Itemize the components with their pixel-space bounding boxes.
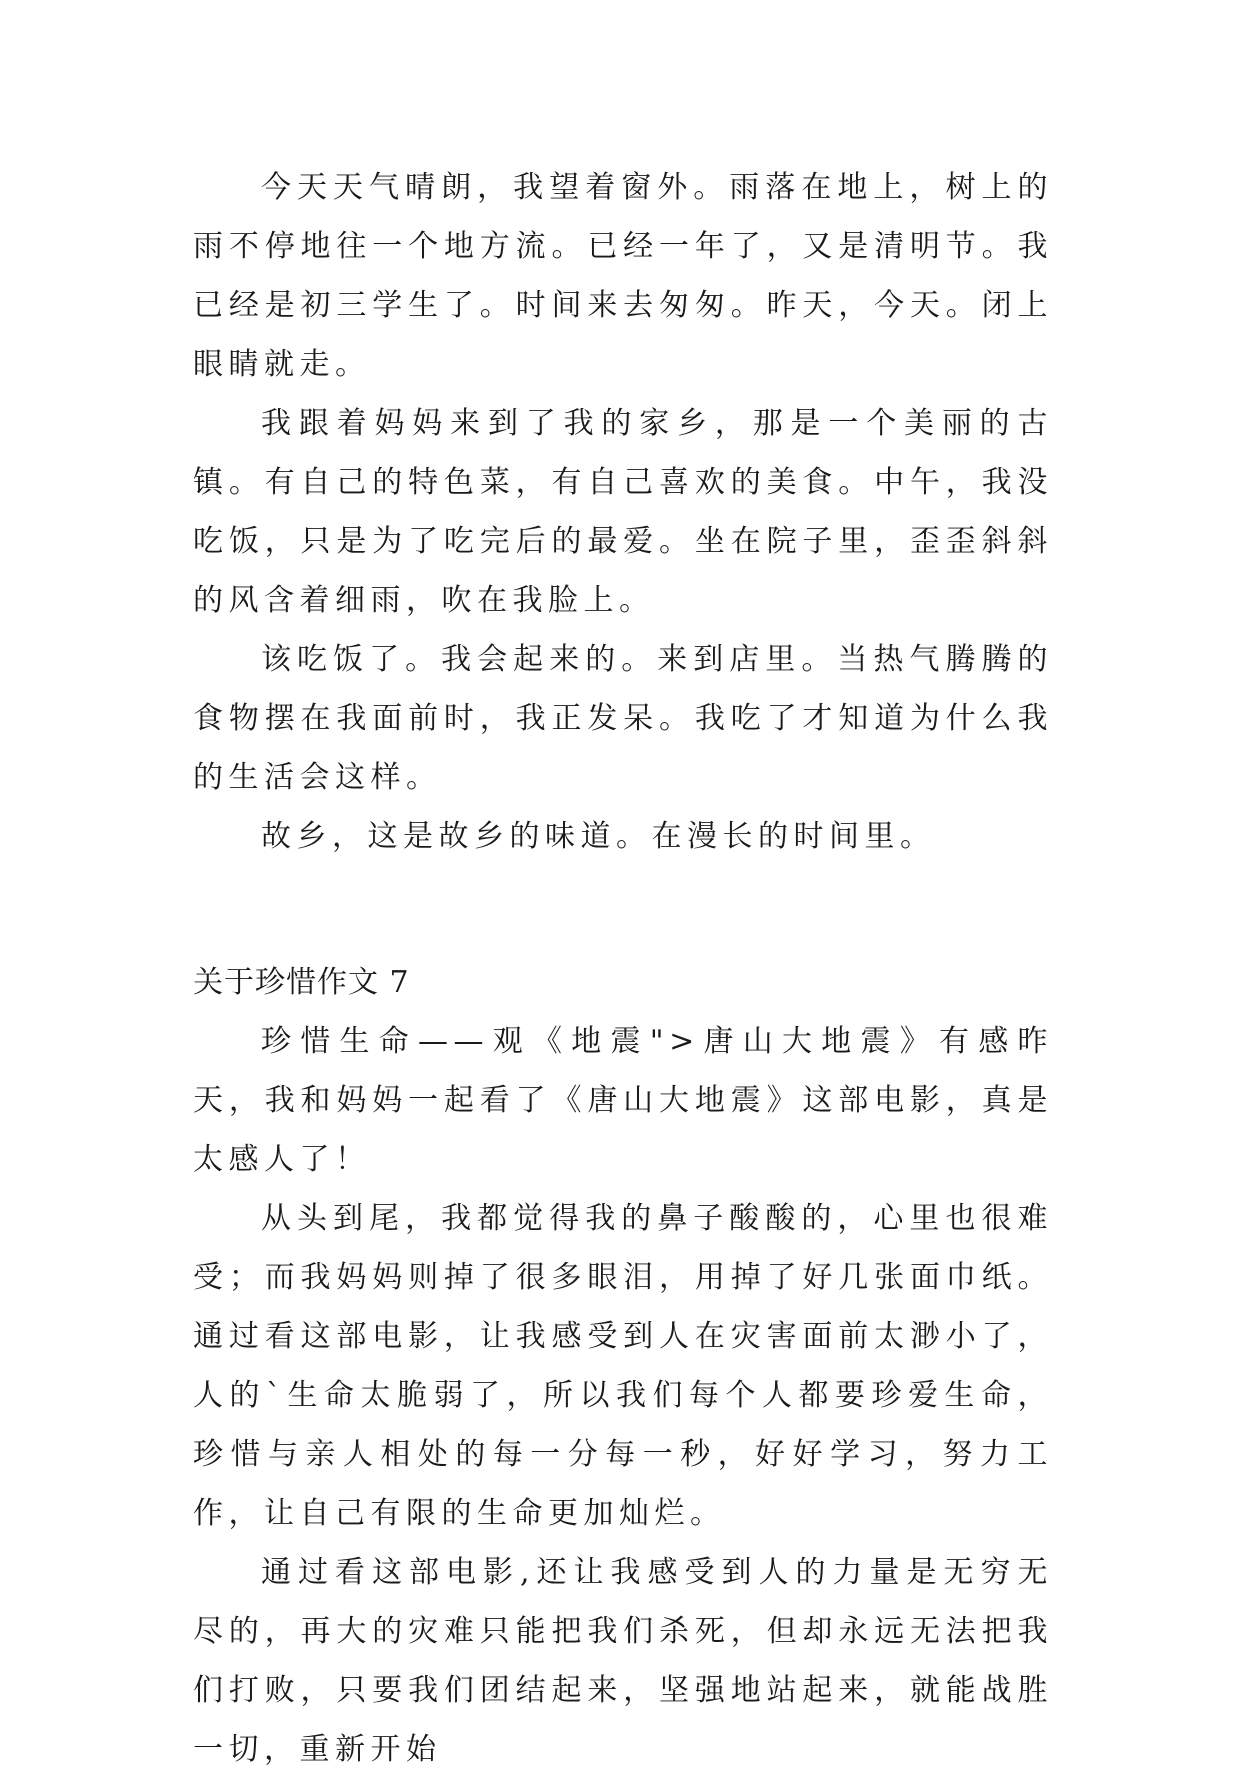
document-page — [193, 158, 1053, 1779]
paragraph: 从头到尾，我都觉得我的鼻子酸酸的，心里也很难受；而我妈妈则掉了很多眼泪，用掉了好几张面巾纸。通过看这部电影，让我感受到人在灾害面前太渺小了，人的`生命太脆弱了，所以我们每个人都要珍爱生命，珍惜与亲人相处的每一分每一秒，好好学习，努力工作，让自己有限的生命更加灿烂。 — [193, 1201, 1053, 1531]
paragraph: 今天天气晴朗，我望着窗外。雨落在地上，树上的雨不停地往一个地方流。已经一年了，又是清明节。我已经是初三学生了。时间来去匆匆。昨天，今天。闭上眼睛就走。 — [193, 170, 1053, 382]
paragraph: 该吃饭了。我会起来的。来到店里。当热气腾腾的食物摆在我面前时，我正发呆。我吃了才知道为什么我的生活会这样。 — [193, 642, 1053, 795]
paragraph: 我跟着妈妈来到了我的家乡，那是一个美丽的古镇。有自己的特色菜，有自己喜欢的美食。中午，我没吃饭，只是为了吃完后的最爱。坐在院子里，歪歪斜斜的风含着细雨，吹在我脸上。 — [193, 406, 1053, 618]
paragraph: 故乡，这是故乡的味道。在漫长的时间里。 — [261, 819, 936, 854]
paragraph: 通过看这部电影,还让我感受到人的力量是无穷无尽的，再大的灾难只能把我们杀死，但却永远无法把我们打败，只要我们团结起来，坚强地站起来，就能战胜一切，重新开始 — [193, 1555, 1053, 1767]
paragraph: 珍惜生命——观《地震">唐山大地震》有感昨天，我和妈妈一起看了《唐山大地震》这部电影，真是太感人了！ — [193, 1024, 1053, 1177]
essay-heading: 关于珍惜作文 7 — [193, 965, 410, 1000]
